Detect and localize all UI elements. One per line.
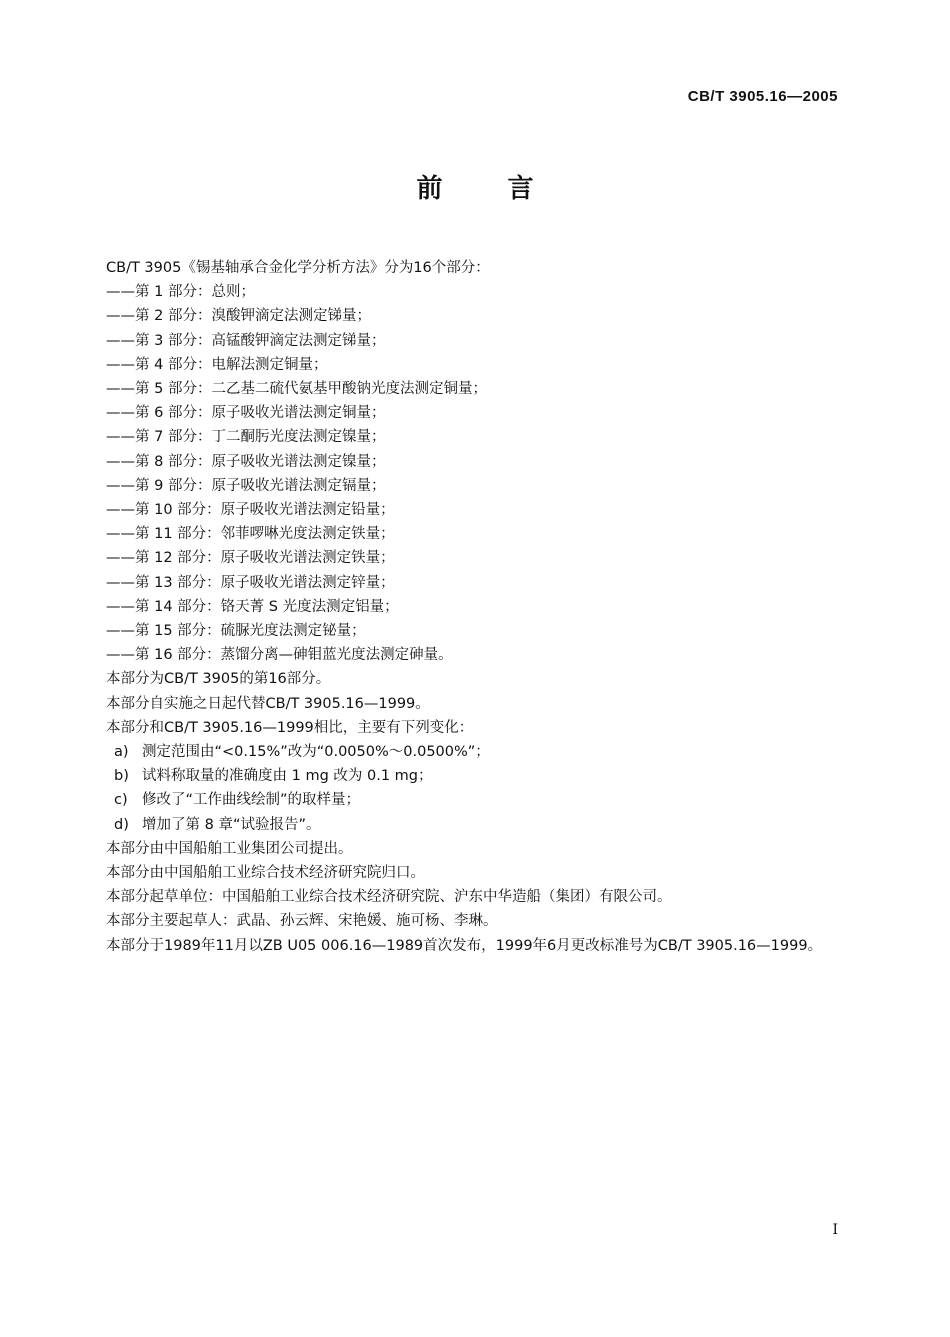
part-item: ——第 7 部分：丁二酮肟光度法测定镍量； (106, 429, 386, 446)
part-item: ——第 12 部分：原子吸收光谱法测定铁量； (106, 550, 395, 567)
part-item: ——第 13 部分：原子吸收光谱法测定锌量； (106, 574, 395, 591)
part-item: ——第 2 部分：溴酸钾滴定法测定锑量； (106, 308, 371, 325)
part-item: ——第 15 部分：硫脲光度法测定铋量； (106, 623, 366, 640)
this-part-statement: 本部分为CB/T 3905的第16部分。 (106, 671, 331, 688)
change-item (106, 740, 850, 764)
part-item: ——第 6 部分：原子吸收光谱法测定铜量； (106, 405, 386, 422)
part-item: ——第 8 部分：原子吸收光谱法测定镍量； (106, 453, 386, 470)
page-title: 前 言 (416, 174, 562, 204)
part-item: ——第 5 部分：二乙基二硫代氨基甲酸钠光度法测定铜量； (106, 381, 487, 398)
publication-history: 本部分于1989年11月以ZB U05 006.16—1989首次发布，1999年6月更改标准号为CB/T 3905.16—1999。 (106, 937, 823, 954)
change-marker: b) (114, 768, 129, 785)
page-number: I (832, 1222, 838, 1238)
intro-paragraph: CB/T 3905《锡基轴承合金化学分析方法》分为16个部分： (106, 260, 490, 276)
part-item: ——第 10 部分：原子吸收光谱法测定铅量； (106, 502, 395, 519)
drafters: 本部分主要起草人：武晶、孙云辉、宋艳媛、施可杨、李琳。 (106, 913, 498, 930)
change-item (106, 764, 850, 788)
part-item: ——第 3 部分：高锰酸钾滴定法测定锑量； (106, 332, 386, 349)
foreword-body (106, 256, 850, 958)
changes-intro: 本部分和CB/T 3905.16—1999相比，主要有下列变化： (106, 719, 474, 736)
change-text: 增加了第 8 章“试验报告”。 (142, 816, 321, 833)
part-item: ——第 14 部分：铬天菁 S 光度法测定铝量； (106, 598, 399, 615)
proposed-by: 本部分由中国船舶工业集团公司提出。 (106, 840, 353, 857)
centralized-by: 本部分由中国船舶工业综合技术经济研究院归口。 (106, 865, 425, 882)
change-text: 修改了“工作曲线绘制”的取样量； (142, 792, 361, 809)
replaces-statement: 本部分自实施之日起代替CB/T 3905.16—1999。 (106, 695, 430, 712)
change-text: 测定范围由“<0.15%”改为“0.0050%～0.0500%”； (142, 744, 490, 761)
part-item: ——第 9 部分：原子吸收光谱法测定镉量； (106, 477, 386, 494)
part-item: ——第 11 部分：邻菲啰啉光度法测定铁量； (106, 526, 395, 543)
change-item (106, 813, 850, 837)
standard-code: CB/T 3905.16—2005 (687, 88, 838, 105)
part-item: ——第 1 部分：总则； (106, 284, 255, 301)
drafting-units: 本部分起草单位：中国船舶工业综合技术经济研究院、沪东中华造船（集团）有限公司。 (106, 889, 672, 906)
change-marker: c) (114, 792, 128, 809)
change-marker: a) (114, 744, 129, 761)
part-item: ——第 16 部分：蒸馏分离—砷钼蓝光度法测定砷量。 (106, 647, 453, 664)
change-marker: d) (114, 816, 129, 833)
part-item: ——第 4 部分：电解法测定铜量； (106, 356, 328, 373)
change-item (106, 788, 850, 812)
change-text: 试料称取量的准确度由 1 mg 改为 0.1 mg； (142, 768, 433, 785)
